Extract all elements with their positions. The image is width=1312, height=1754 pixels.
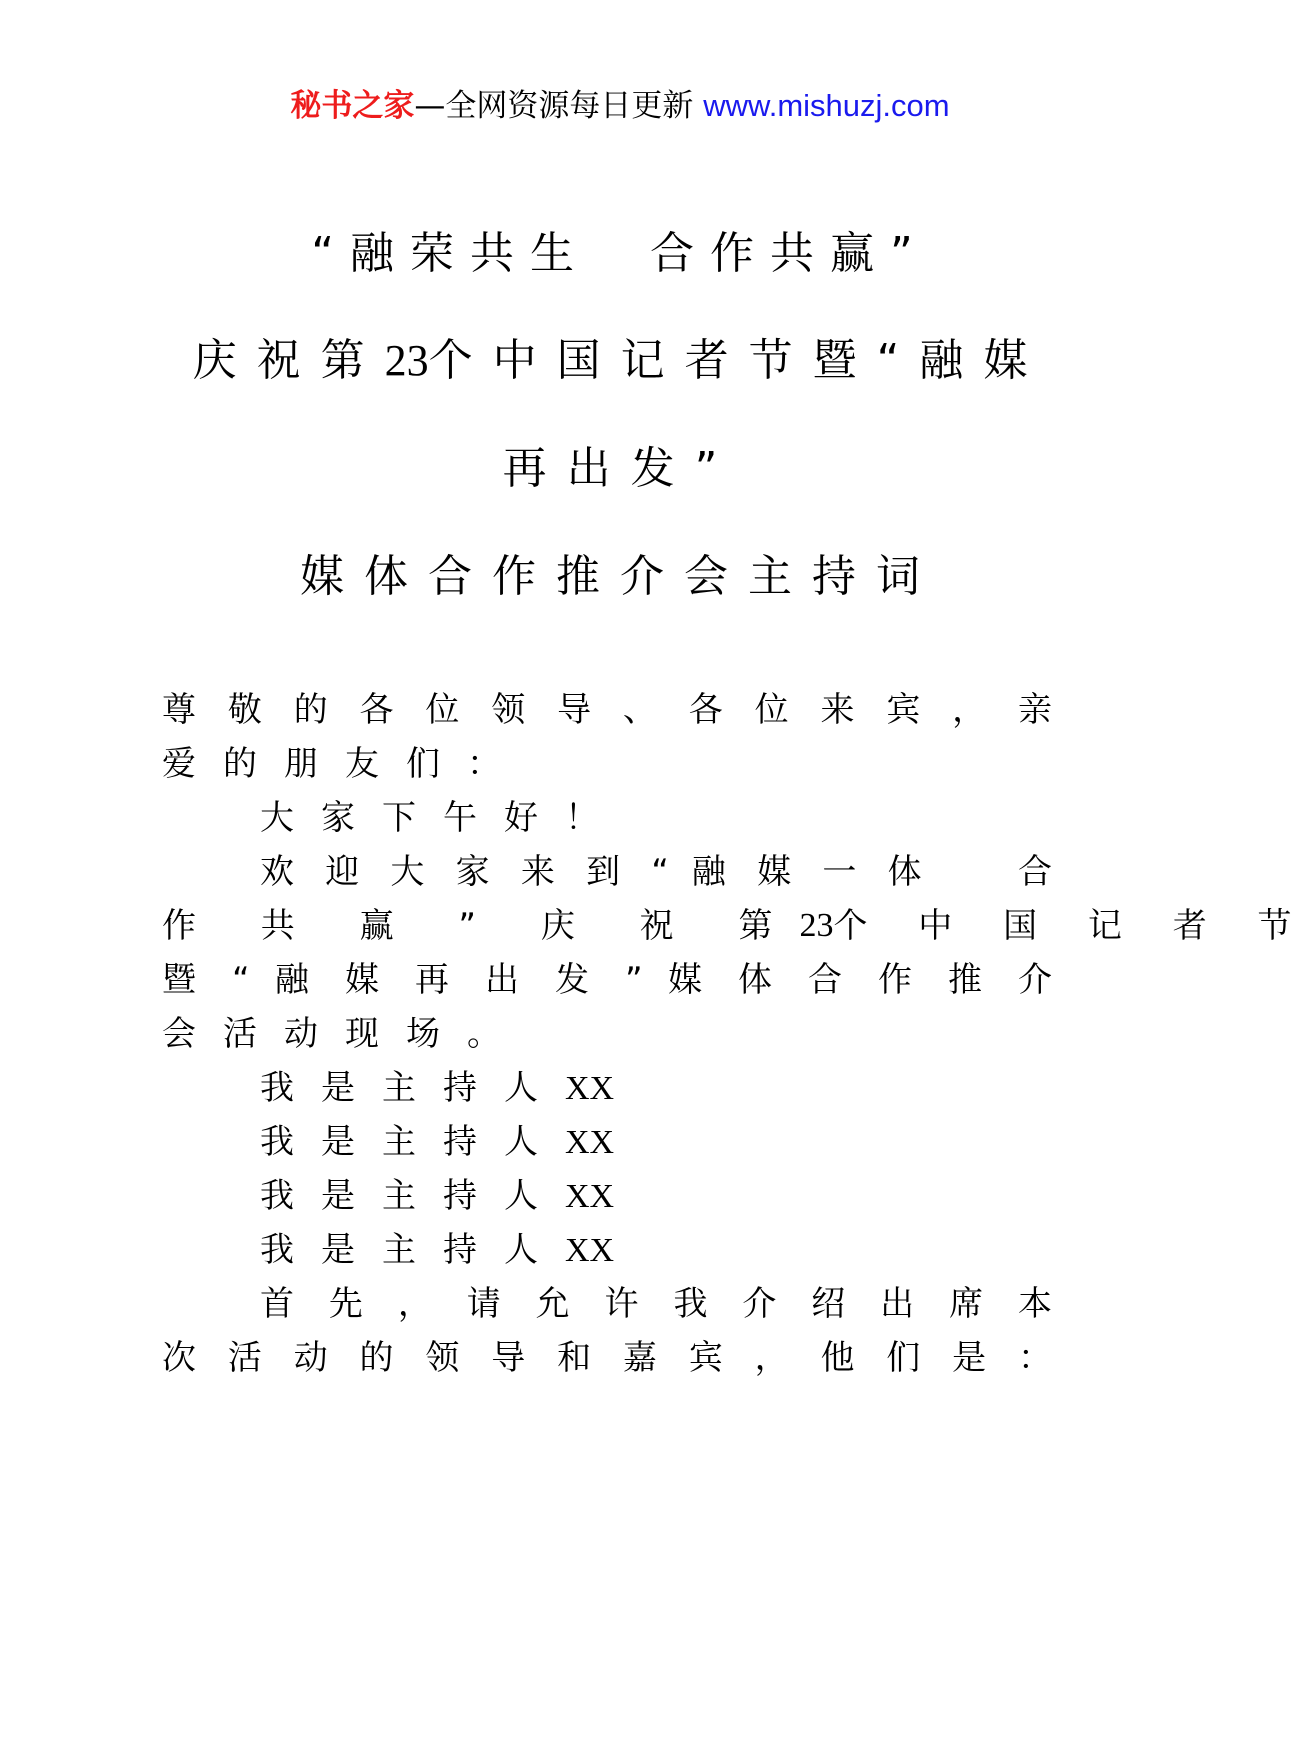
title-line-2: [0, 333, 1240, 389]
title-line-4: 媒体合作推介会主持词: [300, 551, 940, 602]
welcome-line-2-suffix: 个 中 国 记 者 节: [833, 906, 1312, 946]
title-line-2-number: 23: [384, 336, 429, 385]
host-intro-1-label: 我是主持人: [260, 1068, 565, 1108]
welcome-line-3: 暨 “ 融 媒 再 出 发 ” 媒 体 合 作 推 介: [162, 960, 1054, 1000]
host-intro-3-name: XX: [565, 1178, 615, 1215]
good-afternoon-line: 大家下午好！: [260, 798, 626, 838]
welcome-line-2: [162, 904, 1312, 948]
title-line-1: “融荣共生 合作共赢”: [311, 228, 929, 279]
host-intro-4-name: XX: [565, 1232, 615, 1269]
guests-intro-line-2: 次 活 动 的 领 导 和 嘉 宾 ， 他 们 是 ：: [162, 1338, 1054, 1378]
site-header: [0, 86, 1240, 126]
welcome-line-4: 会活动现场。: [162, 1014, 528, 1054]
title-line-2-prefix: 庆祝第: [192, 335, 385, 386]
greeting-line-2: 爱的朋友们：: [162, 744, 528, 784]
site-brand: 秘书之家: [290, 88, 415, 124]
host-intro-3-label: 我是主持人: [260, 1176, 565, 1216]
host-intro-4-label: 我是主持人: [260, 1230, 565, 1270]
site-tagline: —全网资源每日更新: [414, 88, 694, 124]
host-intro-2: [260, 1120, 614, 1165]
guests-intro-line-1: 首 先 ， 请 允 许 我 介 绍 出 席 本: [260, 1284, 1054, 1324]
greeting-line-1: 尊 敬 的 各 位 领 导 、 各 位 来 宾 ， 亲: [162, 690, 1054, 730]
title-line-3: 再出发”: [502, 443, 738, 494]
host-intro-2-label: 我是主持人: [260, 1122, 565, 1162]
host-intro-3: [260, 1174, 614, 1219]
site-url-link[interactable]: www.mishuzj.com: [703, 88, 950, 123]
host-intro-1: [260, 1066, 614, 1111]
host-intro-1-name: XX: [565, 1070, 615, 1107]
welcome-line-2-number: 23: [799, 907, 834, 944]
host-intro-4: [260, 1228, 614, 1273]
title-line-2-suffix: 个中国记者节暨“融媒: [428, 335, 1048, 386]
host-intro-2-name: XX: [565, 1124, 615, 1161]
welcome-line-2-prefix: 作 共 赢 ” 庆 祝 第: [162, 906, 800, 946]
welcome-line-1: 欢 迎 大 家 来 到 “ 融 媒 一 体 合: [260, 852, 1054, 892]
